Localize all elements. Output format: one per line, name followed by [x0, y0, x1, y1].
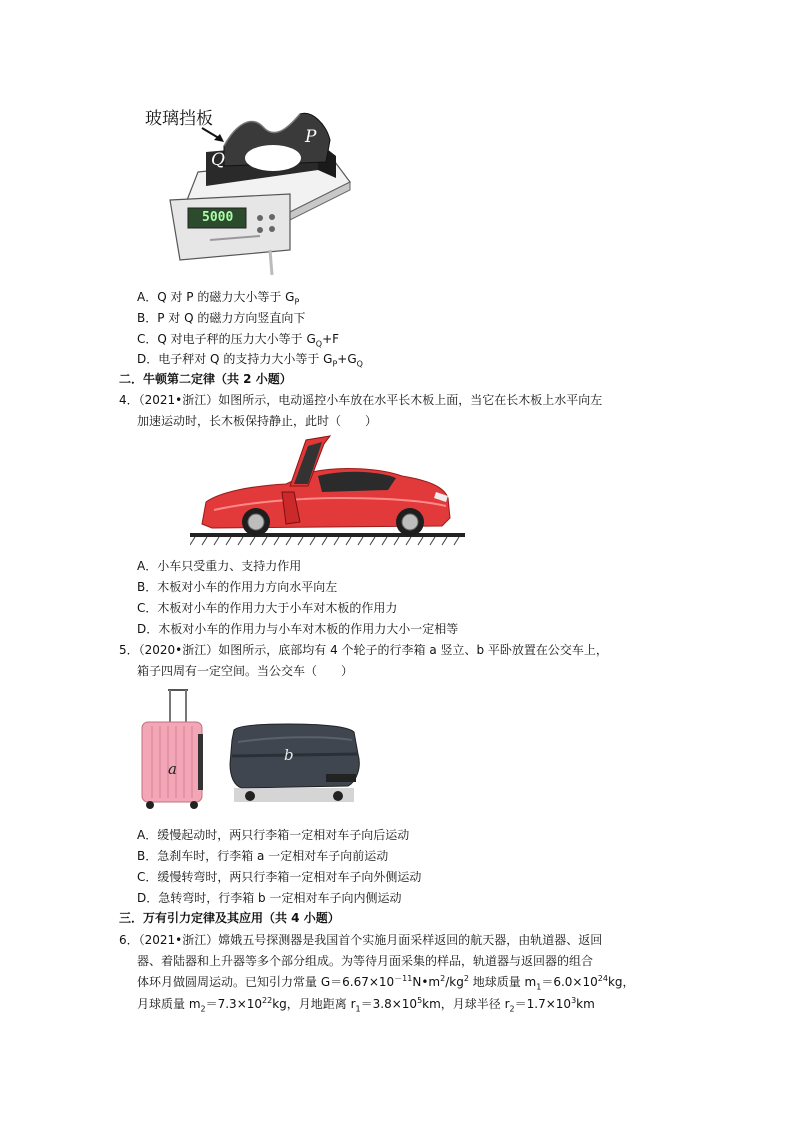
- q6-stem-line2: 器、着陆器和上升器等多个部分组成。为等待月面采集的样品，轨道器与返回器的组合: [137, 954, 594, 968]
- scale-magnet-drawing: [140, 100, 360, 275]
- magnet-q-label: Q: [211, 150, 225, 170]
- figure-scale-magnets: [140, 100, 360, 275]
- section-3-title: 三．万有引力定律及其应用（共 4 小题）: [119, 911, 340, 925]
- suitcase-b-label: b: [284, 746, 294, 764]
- q6-stem-line1: 6．（2021•浙江）嫦娥五号探测器是我国首个实施月面采样返回的航天器，由轨道器、返回: [119, 933, 603, 947]
- q5-stem-line1: 5．（2020•浙江）如图所示，底部均有 4 个轮子的行李箱 a 竖立、b 平卧放置在公交车上，: [119, 643, 608, 657]
- figure-suitcases: [138, 684, 370, 812]
- q3-option-b: B．P 对 Q 的磁力方向竖直向下: [137, 311, 306, 325]
- q4-stem-line2: 加速运动时，长木板保持静止，此时（ ）: [137, 414, 378, 428]
- figure-toy-car: [190, 432, 465, 547]
- q5-option-b: B．急刹车时，行李箱 a 一定相对车子向前运动: [137, 849, 389, 863]
- q6-stem-line4: 月球质量 $m_2=7.3\times 10^{22}kg$，月地距离 $r_1=3.8\times 10^5km$，月球半径 $r_2=1.7\times 10^3km$: [137, 996, 595, 1014]
- suitcase-a-label: a: [168, 760, 177, 778]
- scale-reading: 5000: [202, 210, 234, 225]
- q5-option-a: A．缓慢起动时，两只行李箱一定相对车子向后运动: [137, 828, 410, 842]
- magnet-p-label: P: [305, 127, 317, 147]
- q5-stem-line2: 箱子四周有一定空间。当公交车（ ）: [137, 664, 354, 678]
- q4-option-c: C．木板对小车的作用力大于小车对木板的作用力: [137, 601, 398, 615]
- glass-baffle-label: 玻璃挡板: [145, 109, 213, 129]
- q5-option-d: D．急转弯时，行李箱 b 一定相对车子向内侧运动: [137, 891, 402, 905]
- section-2-title: 二．牛顿第二定律（共 2 小题）: [119, 372, 292, 386]
- q3-option-a: A．Q 对 P 的磁力大小等于 $G_P$: [137, 290, 300, 307]
- q4-option-d: D．木板对小车的作用力与小车对木板的作用力大小一定相等: [137, 622, 459, 636]
- q3-option-d: D．电子秤对 Q 的支持力大小等于 $G_P+G_Q$: [137, 352, 363, 369]
- q6-stem-line3: 体环月做圆周运动。已知引力常量 $G=6.67\times 10^{-11}N•m^2/kg^2$ 地球质量 $m_1=6.0\times 10^{24}kg$，: [137, 974, 635, 992]
- q4-option-a: A．小车只受重力、支持力作用: [137, 559, 302, 573]
- q3-option-c: C．Q 对电子秤的压力大小等于 $G_Q+F$: [137, 332, 340, 349]
- q4-option-b: B．木板对小车的作用力方向水平向左: [137, 580, 338, 594]
- q4-stem-line1: 4．（2021•浙江）如图所示，电动遥控小车放在水平长木板上面，当它在长木板上水平向左: [119, 393, 603, 407]
- q5-option-c: C．缓慢转弯时，两只行李箱一定相对车子向外侧运动: [137, 870, 422, 884]
